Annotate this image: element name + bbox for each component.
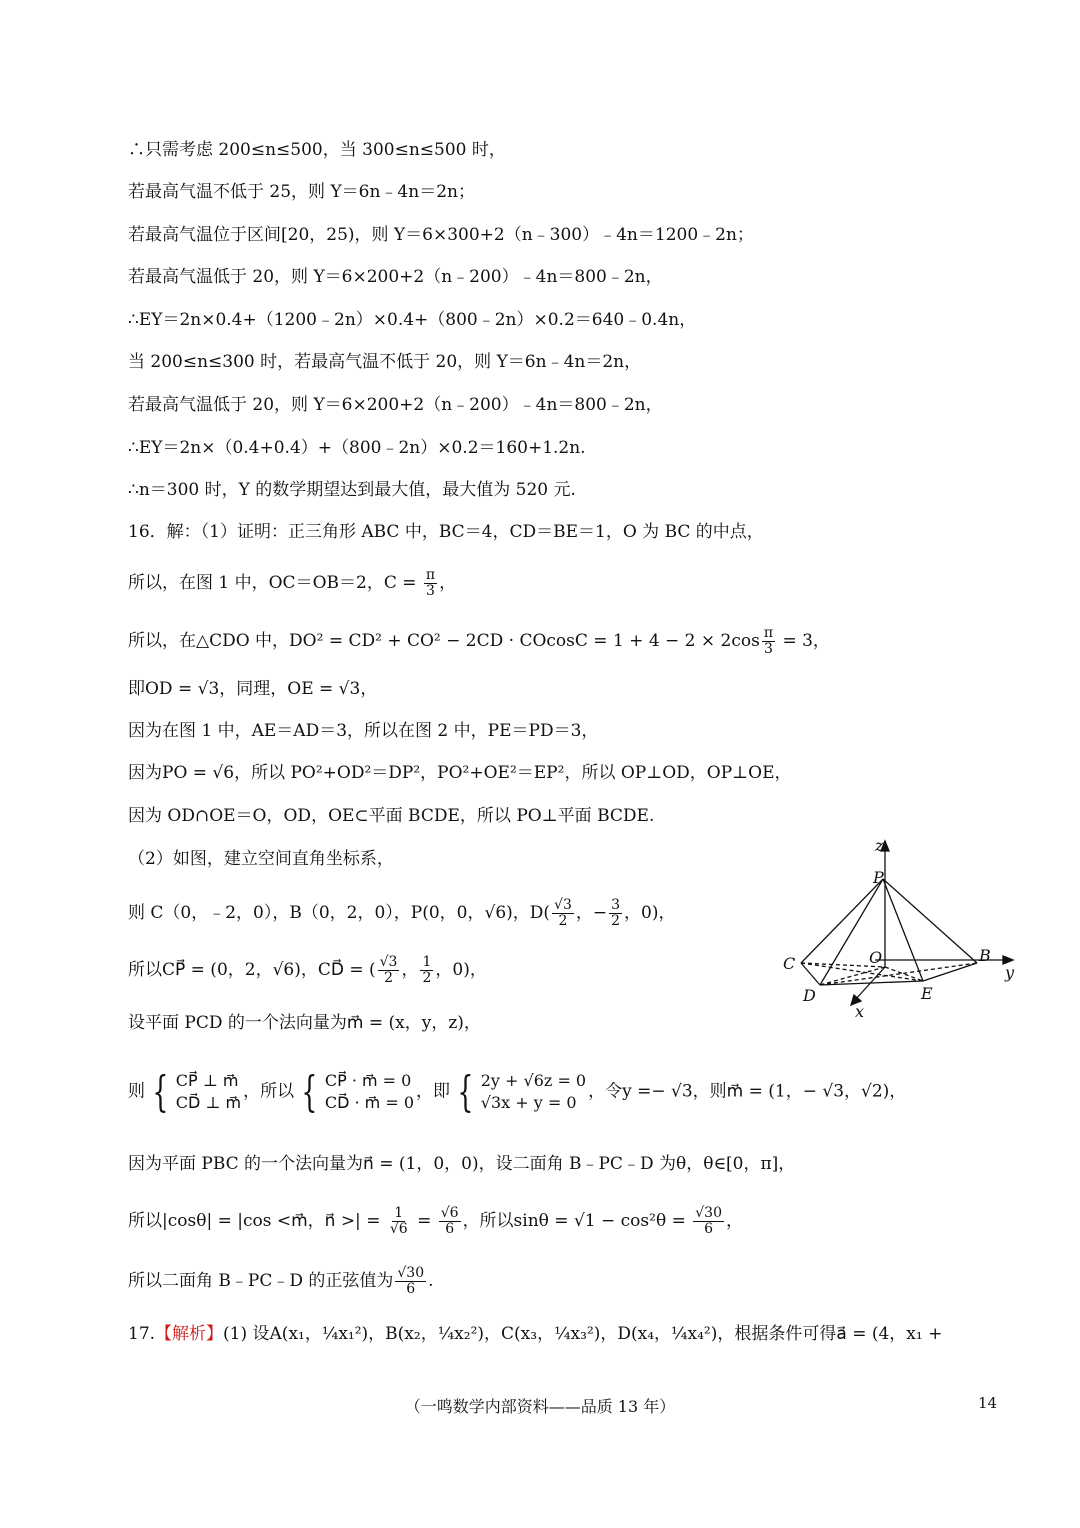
page-number: 14 [978, 1394, 998, 1412]
edge-PE [883, 879, 923, 981]
text-segment: ，即 [416, 1081, 451, 1102]
text-segment: 则 [128, 1081, 145, 1102]
text-segment: 所以|cosθ| = |cos <m⃗，n⃗ >| = [128, 1211, 386, 1231]
fraction [378, 955, 400, 986]
label-E: E [921, 984, 933, 1003]
label-y: y [1005, 963, 1015, 982]
denominator: 2 [384, 970, 394, 986]
numerator: 1 [394, 1205, 404, 1221]
text-segment: = [411, 1211, 437, 1231]
text-line: ∴EY＝2n×（0.4+0.4）+（800﹣2n）×0.2＝160+1.2n. [128, 438, 586, 458]
text-segment: (1) 设A(x₁，¼x₁²)，B(x₂，¼x₂²)，C(x₃，¼x₃²)，D(x₄，¼x₄²)，根据条件可得a⃗ = (4，x₁ + [223, 1324, 943, 1344]
denominator: 2 [611, 913, 621, 929]
denominator: 6 [445, 1221, 455, 1237]
fraction [420, 955, 433, 986]
denominator: 3 [764, 641, 773, 657]
text-line: 16．解：（1）证明：正三角形 ABC 中，BC＝4，CD＝BE＝1，O 为 BC 的中点， [128, 522, 764, 542]
pyramid-figure [775, 835, 1025, 1025]
text-line: 因为 OD∩OE＝O，OD，OE⊂平面 BCDE，所以 PO⊥平面 BCDE. [128, 806, 655, 826]
footer-text: （一鸣数学内部资料——品质 13 年） [404, 1397, 676, 1416]
equation-system: { CP⃗ ⊥ m⃗ CD⃗ ⊥ m⃗ [152, 1067, 242, 1116]
text-line: 因为PO = √6，所以 PO²+OD²＝DP²，PO²+OE²＝EP²，所以 OP⊥OD，OP⊥OE， [128, 763, 792, 783]
edge-PD [820, 879, 883, 985]
text-line: 设平面 PCD 的一个法向量为m⃗ = (x，y，z)， [128, 1013, 481, 1033]
fraction [395, 1266, 426, 1297]
text-segment: 所以二面角 B﹣PC﹣D 的正弦值为 [128, 1271, 394, 1291]
text-segment: 所以，在△CDO 中，DO² = CD² + CO² − 2CD · COcosC = 1 + 4 − 2 × 2cos [128, 631, 760, 651]
hidden-OE [885, 967, 923, 981]
text-segment: ，− [575, 903, 608, 923]
text-line [128, 1067, 907, 1116]
text-line [128, 898, 676, 929]
denominator: √6 [389, 1221, 408, 1237]
numerator: √3 [379, 954, 398, 970]
edge-EB [923, 963, 977, 981]
label-B: B [979, 946, 991, 965]
text-line [128, 626, 830, 657]
label-P: P [873, 868, 884, 887]
text-line [128, 955, 487, 986]
text-line: ∴EY＝2n×0.4+（1200﹣2n）×0.4+（800﹣2n）×0.2＝640﹣0.4n， [128, 310, 697, 330]
fraction [762, 626, 775, 657]
fraction [439, 1206, 461, 1237]
denominator: 3 [426, 583, 435, 599]
text-segment: . [428, 1271, 434, 1291]
fraction [693, 1206, 724, 1237]
numerator: π [425, 567, 436, 583]
text-segment: ，所以 [243, 1081, 295, 1102]
label-D: D [803, 986, 816, 1005]
text-line: 当 200≤n≤300 时，若最高气温不低于 20，则 Y＝6n﹣4n＝2n， [128, 352, 642, 372]
denominator: 6 [406, 1281, 416, 1297]
fraction [424, 568, 437, 599]
text-line: 所以，在图 1 中，OC＝OB＝2，C = $\frac{\pi}{3}$ ， [128, 567, 457, 599]
text-line: 即OD = √3，同理，OE = √3， [128, 679, 378, 699]
label-z: z [875, 836, 884, 855]
text-line: 若最高气温低于 20，则 Y＝6×200+2（n﹣200）﹣4n＝800﹣2n， [128, 267, 663, 287]
text-line: ∴n＝300 时，Y 的数学期望达到最大值，最大值为 520 元. [128, 480, 576, 500]
text-segment: ， [401, 960, 419, 980]
denominator: 2 [422, 970, 432, 986]
label-x: x [855, 1002, 865, 1021]
text-segment: ，0)， [624, 903, 676, 923]
text-line: 若最高气温不低于 25，则 Y＝6n﹣4n＝2n； [128, 182, 475, 202]
text-segment: 所以，在图 1 中，OC＝OB＝2，C = [128, 573, 422, 593]
numerator: √3 [554, 897, 572, 913]
text-line [128, 1266, 434, 1297]
edge-PB [883, 879, 977, 963]
label-O: O [869, 948, 883, 967]
system-row: CP⃗ · m⃗ = 0 [324, 1071, 412, 1090]
text-segment: ，令y =− √3，则m⃗ = (1，− √3，√2)， [588, 1081, 907, 1102]
numerator: √30 [695, 1205, 722, 1221]
fraction [552, 898, 574, 929]
denominator: 6 [704, 1221, 714, 1237]
text-segment: 则 C（0，﹣2，0），B（0，2，0），P(0，0，√6)，D( [128, 903, 551, 923]
numerator: √30 [397, 1265, 425, 1281]
text-line: 因为在图 1 中，AE＝AD＝3，所以在图 2 中，PE＝PD＝3， [128, 721, 599, 741]
fraction [388, 1206, 410, 1237]
fraction [609, 898, 622, 929]
text-segment: ， [726, 1211, 743, 1231]
denominator: 2 [558, 913, 568, 929]
text-segment: 所以CP⃗ = (0，2，√6)，CD⃗ = ( [128, 960, 376, 980]
text-line: （2）如图，建立空间直角坐标系， [128, 849, 394, 869]
equation-system: { CP⃗ · m⃗ = 0 CD⃗ · m⃗ = 0 [301, 1067, 415, 1116]
text-line: 因为平面 PBC 的一个法向量为n⃗ = (1，0，0)，设二面角 B﹣PC﹣D 为θ，θ∈[0，π]， [128, 1154, 796, 1174]
text-segment: = 3， [777, 631, 830, 651]
analysis-tag: 【解析】 [155, 1324, 224, 1344]
text-segment: ，所以sinθ = √1 − cos²θ = [462, 1211, 692, 1231]
system-row: CP⃗ ⊥ m⃗ [175, 1071, 239, 1090]
text-line: ∴只需考虑 200≤n≤500，当 300≤n≤500 时， [128, 140, 506, 160]
hidden-CE [801, 963, 923, 981]
numerator: √6 [440, 1205, 459, 1221]
numerator: 3 [611, 897, 621, 913]
edge-CD [801, 963, 820, 985]
text-line: 若最高气温位于区间[20，25)，则 Y＝6×300+2（n﹣300）﹣4n＝1200﹣2n； [128, 225, 754, 245]
system-row: CD⃗ · m⃗ = 0 [324, 1093, 415, 1112]
system-row: √3x + y = 0 [480, 1093, 577, 1112]
problem-number: 17. [128, 1324, 156, 1344]
text-line [128, 1206, 743, 1237]
system-row: CD⃗ ⊥ m⃗ [175, 1093, 242, 1112]
text-segment: ，0)， [435, 960, 487, 980]
text-line [128, 1324, 942, 1344]
system-row: 2y + √6z = 0 [480, 1071, 587, 1090]
numerator: π [763, 625, 774, 641]
equation-system: { 2y + √6z = 0 √3x + y = 0 [457, 1067, 587, 1116]
numerator: 1 [422, 954, 432, 970]
label-C: C [783, 954, 796, 973]
text-line: 若最高气温低于 20，则 Y＝6×200+2（n﹣200）﹣4n＝800﹣2n， [128, 395, 663, 415]
